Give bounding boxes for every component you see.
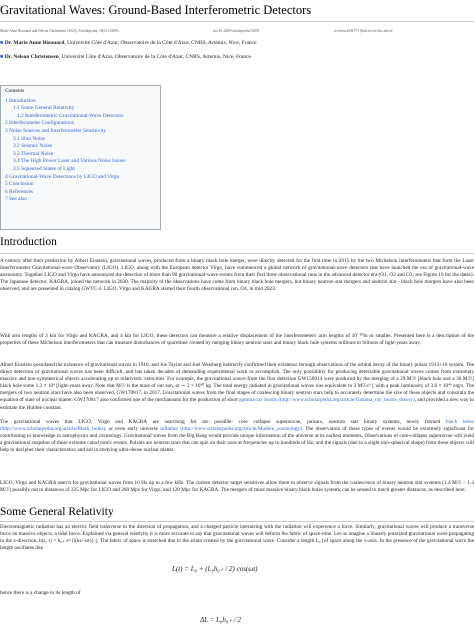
paragraph-intro-4 <box>0 419 474 454</box>
author-name[interactable]: Dr. Marie Anne Bizouard <box>4 40 65 46</box>
bullet-icon: ■ <box>0 40 5 46</box>
section-divider <box>0 521 474 522</box>
page-title: Gravitational Waves: Ground-Based Interferometric Detectors <box>0 3 312 17</box>
paragraph-text: Albert Einstein postulated the existence of gravitational waves in 1916, and Joe Taylor and Joel Weisberg indirectly confirmed their existence through observations of the orbital decay of the binary pulsar 1913+16 system. The direct detection of gravitational waves has been difficult, and has taken decades of demanding experimental work to accomplish. The only possibility for producing detectable gravitational waves comes from extremely massive and non-symmetrical objects accelerating up to relativistic velocities. For example, the gravitational waves from the first detection GW150914 were produced by the merging of a 29 M☉ [black hole and a 36 M☉] black hole some 1.3 × 10⁹ [light-years away. Note that M☉ is the mass of our sun, or ∼ 2 × 10³⁰ kg. The total energy radiated in gravitational waves was equivalent to 3 M☉c² [ with a peak luminosity of 3.6 × 10⁴⁹ erg/s. The mergers of two neutron stars have also been observed, GW170817, in 2017. Gravitational waves from the final stages of coalescing binary neutron stars help to accurately determine the size of these objects and constrain the equation of state of nuclear matter. GW170817 also confirmed one of the mechanisms for the production of short <box>0 362 474 404</box>
author-name[interactable]: Dr. Nelson Christensen <box>4 54 59 60</box>
revision-link[interactable]: revision #201971 [link to/cite this article <box>334 29 393 33</box>
author-affiliation: , Université Côte d'Azur, Observatoire de la Côte d'Azur, CNRS, Artemis, Nice, France <box>58 54 251 60</box>
paragraph-text: . The observation of these types of events would be extremely significant for contributing to knowledge in astrophysics and cosmology. Gravitational waves from the Big Bang would provide unique information of the universe at its earliest moments. Observations of core-collapse supernovae will yield a gravitational snapshot of these extreme cataclysmic events. Pulsars are neutron stars that can spin on their axes at frequencies up to hundreds of Hz, and the signals (due to a slight non-spherical shape) from these objects will help to decipher their characteristics and aid in studying ultra-dense nuclear matter. <box>0 426 474 454</box>
paragraph-gr-2: hence there is a change in its length of <box>0 590 81 596</box>
toc-item[interactable]: 3.2 Seismic Noise <box>13 143 53 150</box>
inflation-link[interactable]: inflation <box>160 426 179 433</box>
paragraph-intro-3 <box>0 362 474 412</box>
title-divider <box>0 21 474 22</box>
paragraph-text: , or even early universe <box>105 426 161 433</box>
black-holes-url[interactable]: (http://www.scholarpedia.org/article/Black_holes) <box>0 426 106 433</box>
paragraph-intro-5: LIGO, Virgo and KAGRA search for gravitational waves from 10 Hz up to a few kHz. The current detector target sensitives allow them to observe signals from the coalescence of binary neutron star systems (1.4 M☉ − 1.4 M☉) possibly out to distances of 325 Mpc for LIGO and 260 Mpc for Virgo, and 128 Mpc for KAGRA. The mergers of more massive binary black holes systems can be sensed to much greater distances, as described here. <box>0 480 474 494</box>
author-affiliation: , Université Côte d'Azur, Observatoire de la Côte d'Azur, CNRS, Artemis, Nice, France <box>64 40 257 46</box>
doi-text: doi:10.4249/scholarpedia.53893 <box>213 29 260 33</box>
gamma-ray-bursts-url[interactable]: (http://www.scholarpedia.org/article/Gamma_ray_bursts_theory) <box>278 397 415 404</box>
section-divider <box>0 253 474 254</box>
inflation-url[interactable]: (http://www.scholarpedia.org/article/Modern_cosmology) <box>180 426 302 433</box>
toc-item[interactable]: 3.1 Shot Noise <box>13 135 45 142</box>
toc-item[interactable]: 3.5 Squeezed States of Light <box>13 165 75 172</box>
paragraph-intro-2: With arm lengths of 3 km for Virgo and KAGRA, and 4 km for LIGO, these detectors can measure a relative displacement of the interferometers' arm lengths of 10⁻²⁰m or smaller. Presented here is a description of the properties of these Michelson interferometers that can measure disturbances of spacetime created by merging binary neutron stars and binary black hole systems millions to billions of light-years away. <box>0 333 474 347</box>
paragraph-text: , and provided a new way to estimate the Hubble constant. <box>0 397 474 411</box>
table-of-contents <box>0 85 161 230</box>
toc-item[interactable]: 1.1 Some General Relativity <box>13 105 75 112</box>
toc-item[interactable]: 3.4 The High Power Laser and Various Noise Issues <box>13 158 126 165</box>
paragraph-text: The gravitational waves that LIGO, Virgo and KAGRA are searching for are possible: core collapse supernovae, pulsars, neutron star binary systems, newly formed <box>0 419 446 425</box>
equation-length-oscillation: L(t) = L₀ + (L₀h₀₊ / 2) cos(ωt) <box>172 565 258 573</box>
toc-item[interactable]: 1.2 Interferometric Gravitational-Wave Detectors <box>17 112 124 119</box>
black-holes-link[interactable]: black holes <box>445 419 474 425</box>
equation-length-change: ΔL = L₀h₀₊ / 2 <box>200 616 241 624</box>
bullet-icon: ■ <box>0 54 5 60</box>
author-2 <box>0 54 251 61</box>
toc-item[interactable]: 2 Interferometer Configurations <box>5 120 74 127</box>
toc-item[interactable]: 5 Conclusion <box>5 181 34 188</box>
toc-item[interactable]: 3.3 Thermal Noise <box>13 150 54 157</box>
section-heading-general-relativity: Some General Relativity <box>0 506 114 518</box>
author-1 <box>0 40 257 47</box>
paragraph-intro-1: A century after their prediction by Albert Einstein, gravitational waves, produced from a binary black hole merger, were directly detected for the first time in 2015 by the two Michelson interferometers that form the Laser Interferometer Gravitational-wave Observatory (LIGO). LIGO, along with the European detector Virgo, have commenced a global network of gravitational-wave detectors that have launched the era of gravitational-wave astronomy. Together LIGO and Virgo have announced the detection of more than 90 gravitational-wave events from their first three observational runs in the advanced detector era (O1, O2 and O3; see Figure 16 for the dates). The Japanese detector, KAGRA, joined the network in 2020. The majority of the observations have come from binary black hole mergers, but binary neutron star mergers and neutron star - black hole mergers have also been observed, and are presented in catalog GWTC-3. LIGO, Virgo and KAGRA started their fourth observational run, O4, in mid 2023. <box>0 258 474 293</box>
toc-heading: Contents <box>5 88 25 94</box>
citation-text: Marie Anne Bizouard and Nelson Christensen (2023), Scholarpedia, 18(12):53893. <box>0 29 120 33</box>
toc-item[interactable]: 4 Gravitational-Wave Detections by LIGO and Virgo <box>5 173 120 180</box>
paragraph-gr-1: Electromagnetic radiation has an electric field transverse to the direction of propagation, and a charged particle interacting with the radiation will experience a force. Similarly, gravitational waves will produce a transverse force on massive objects, a tidal force. Explained via general relativity it is more accurate to say that gravitational waves will deform the fabric of space-time. Let us imagine a linearly polarized gravitational wave propagating in the z-direction, h(z, t) = h₀₊ e^{i(kz−ωt)} [. The fabric of space is stretched due to the strain created by the gravitational wave. Consider a length L₀ [of space along the x-axis. In the presence of the gravitational wave the length oscillates like <box>0 524 474 552</box>
toc-item[interactable]: 1 Introduction <box>5 97 36 104</box>
gamma-ray-bursts-link[interactable]: gamma-ray bursts <box>239 397 277 404</box>
section-heading-introduction: Introduction <box>0 236 57 248</box>
toc-item[interactable]: 3 Noise Sources and Interferometer Sensitivity <box>5 127 107 134</box>
toc-item[interactable]: 6 References <box>5 188 33 195</box>
toc-item[interactable]: 7 See also <box>5 196 27 203</box>
